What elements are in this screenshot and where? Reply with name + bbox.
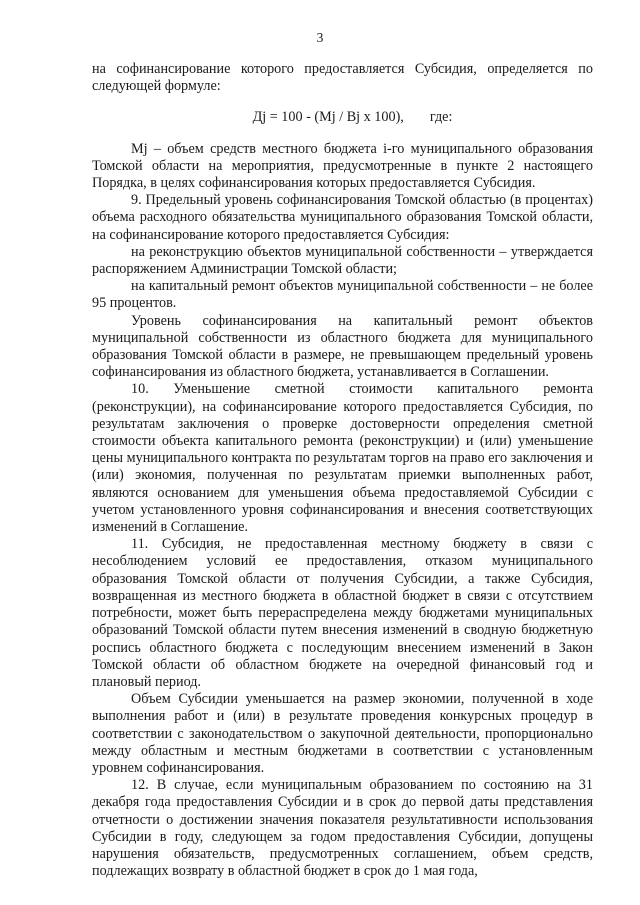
paragraph: Мj – объем средств местного бюджета i-го муниципального образования Томской области на мероприятия, предусмотренные в пункте 2 настоящего Порядка, в целях софинансирования которых предоставляется Субсидия. [92, 140, 593, 192]
paragraph: Уровень софинансирования на капитальный ремонт объектов муниципальной собственности из областного бюджета для муниципального образования Томской области в размере, не превышающем предельный уровень софинансирования из областного бюджета, устанавливается в Соглашении. [92, 312, 593, 381]
paragraph: 10. Уменьшение сметной стоимости капитального ремонта (реконструкции), на софинансирование которого предоставляется Субсидия, по результатам заключения о проверке достоверности определения сметной стоимости объекта капитального ремонта (реконструкции) и (или) уменьшение цены муниципального контракта по результатам торгов на право его заключения и (или) экономия, полученная по результатам приемки выполненных работ, являются основанием для уменьшения объема предоставляемой Субсидии с учетом установленного уровня софинансирования и внесения соответствующих изменений в Соглашение. [92, 381, 593, 536]
formula-expression: Дj = 100 - (Мj / Вj x 100), [252, 109, 404, 126]
page-number: 3 [316, 30, 324, 45]
formula-suffix: где: [429, 109, 453, 126]
paragraph: 11. Субсидия, не предоставленная местному бюджету в связи с несоблюдением условий ее предоставления, отказом муниципального образования Томской области от получения Субсидии, а также Субсидия, возвращенная из местного бюджета в областной бюджет в связи с отсутствием потребности, может быть перераспределена между бюджетами муниципальных образований Томской области путем внесения изменений в сводную бюджетную роспись областного бюджета с последующим внесением изменений в Закон Томской области об областном бюджете на очередной финансовый год и плановый период. [92, 536, 593, 690]
document-body [92, 61, 593, 880]
paragraph: на реконструкцию объектов муниципальной собственности – утверждается распоряжением Администрации Томской области; [92, 243, 593, 278]
paragraph: на софинансирование которого предоставляется Субсидия, определяется по следующей формуле: [92, 61, 593, 95]
formula [112, 109, 593, 126]
paragraph: 9. Предельный уровень софинансирования Томской областью (в процентах) объема расходного обязательства муниципального образования Томской области, на софинансирование которого предоставляется Субсидия: [92, 192, 593, 243]
paragraph: на капитальный ремонт объектов муниципальной собственности – не более 95 процентов. [92, 278, 593, 312]
paragraph: Объем Субсидии уменьшается на размер экономии, полученной в ходе выполнения работ и (или) в результате проведения конкурсных процедур в соответствии с законодательством о закупочной деятельности, пропорционально между областным и местным бюджетами в соответствии с установленным уровнем софинансирования. [92, 691, 593, 776]
paragraph: 12. В случае, если муниципальным образованием по состоянию на 31 декабря года предоставления Субсидии и в срок до первой даты представления отчетности о достижении значения показателя результативности использования Субсидии в году, следующем за годом предоставления Субсидии, допущены нарушения обязательств, предусмотренных соглашением, объем средств, подлежащих возврату в областной бюджет в срок до 1 мая года, [92, 777, 593, 880]
